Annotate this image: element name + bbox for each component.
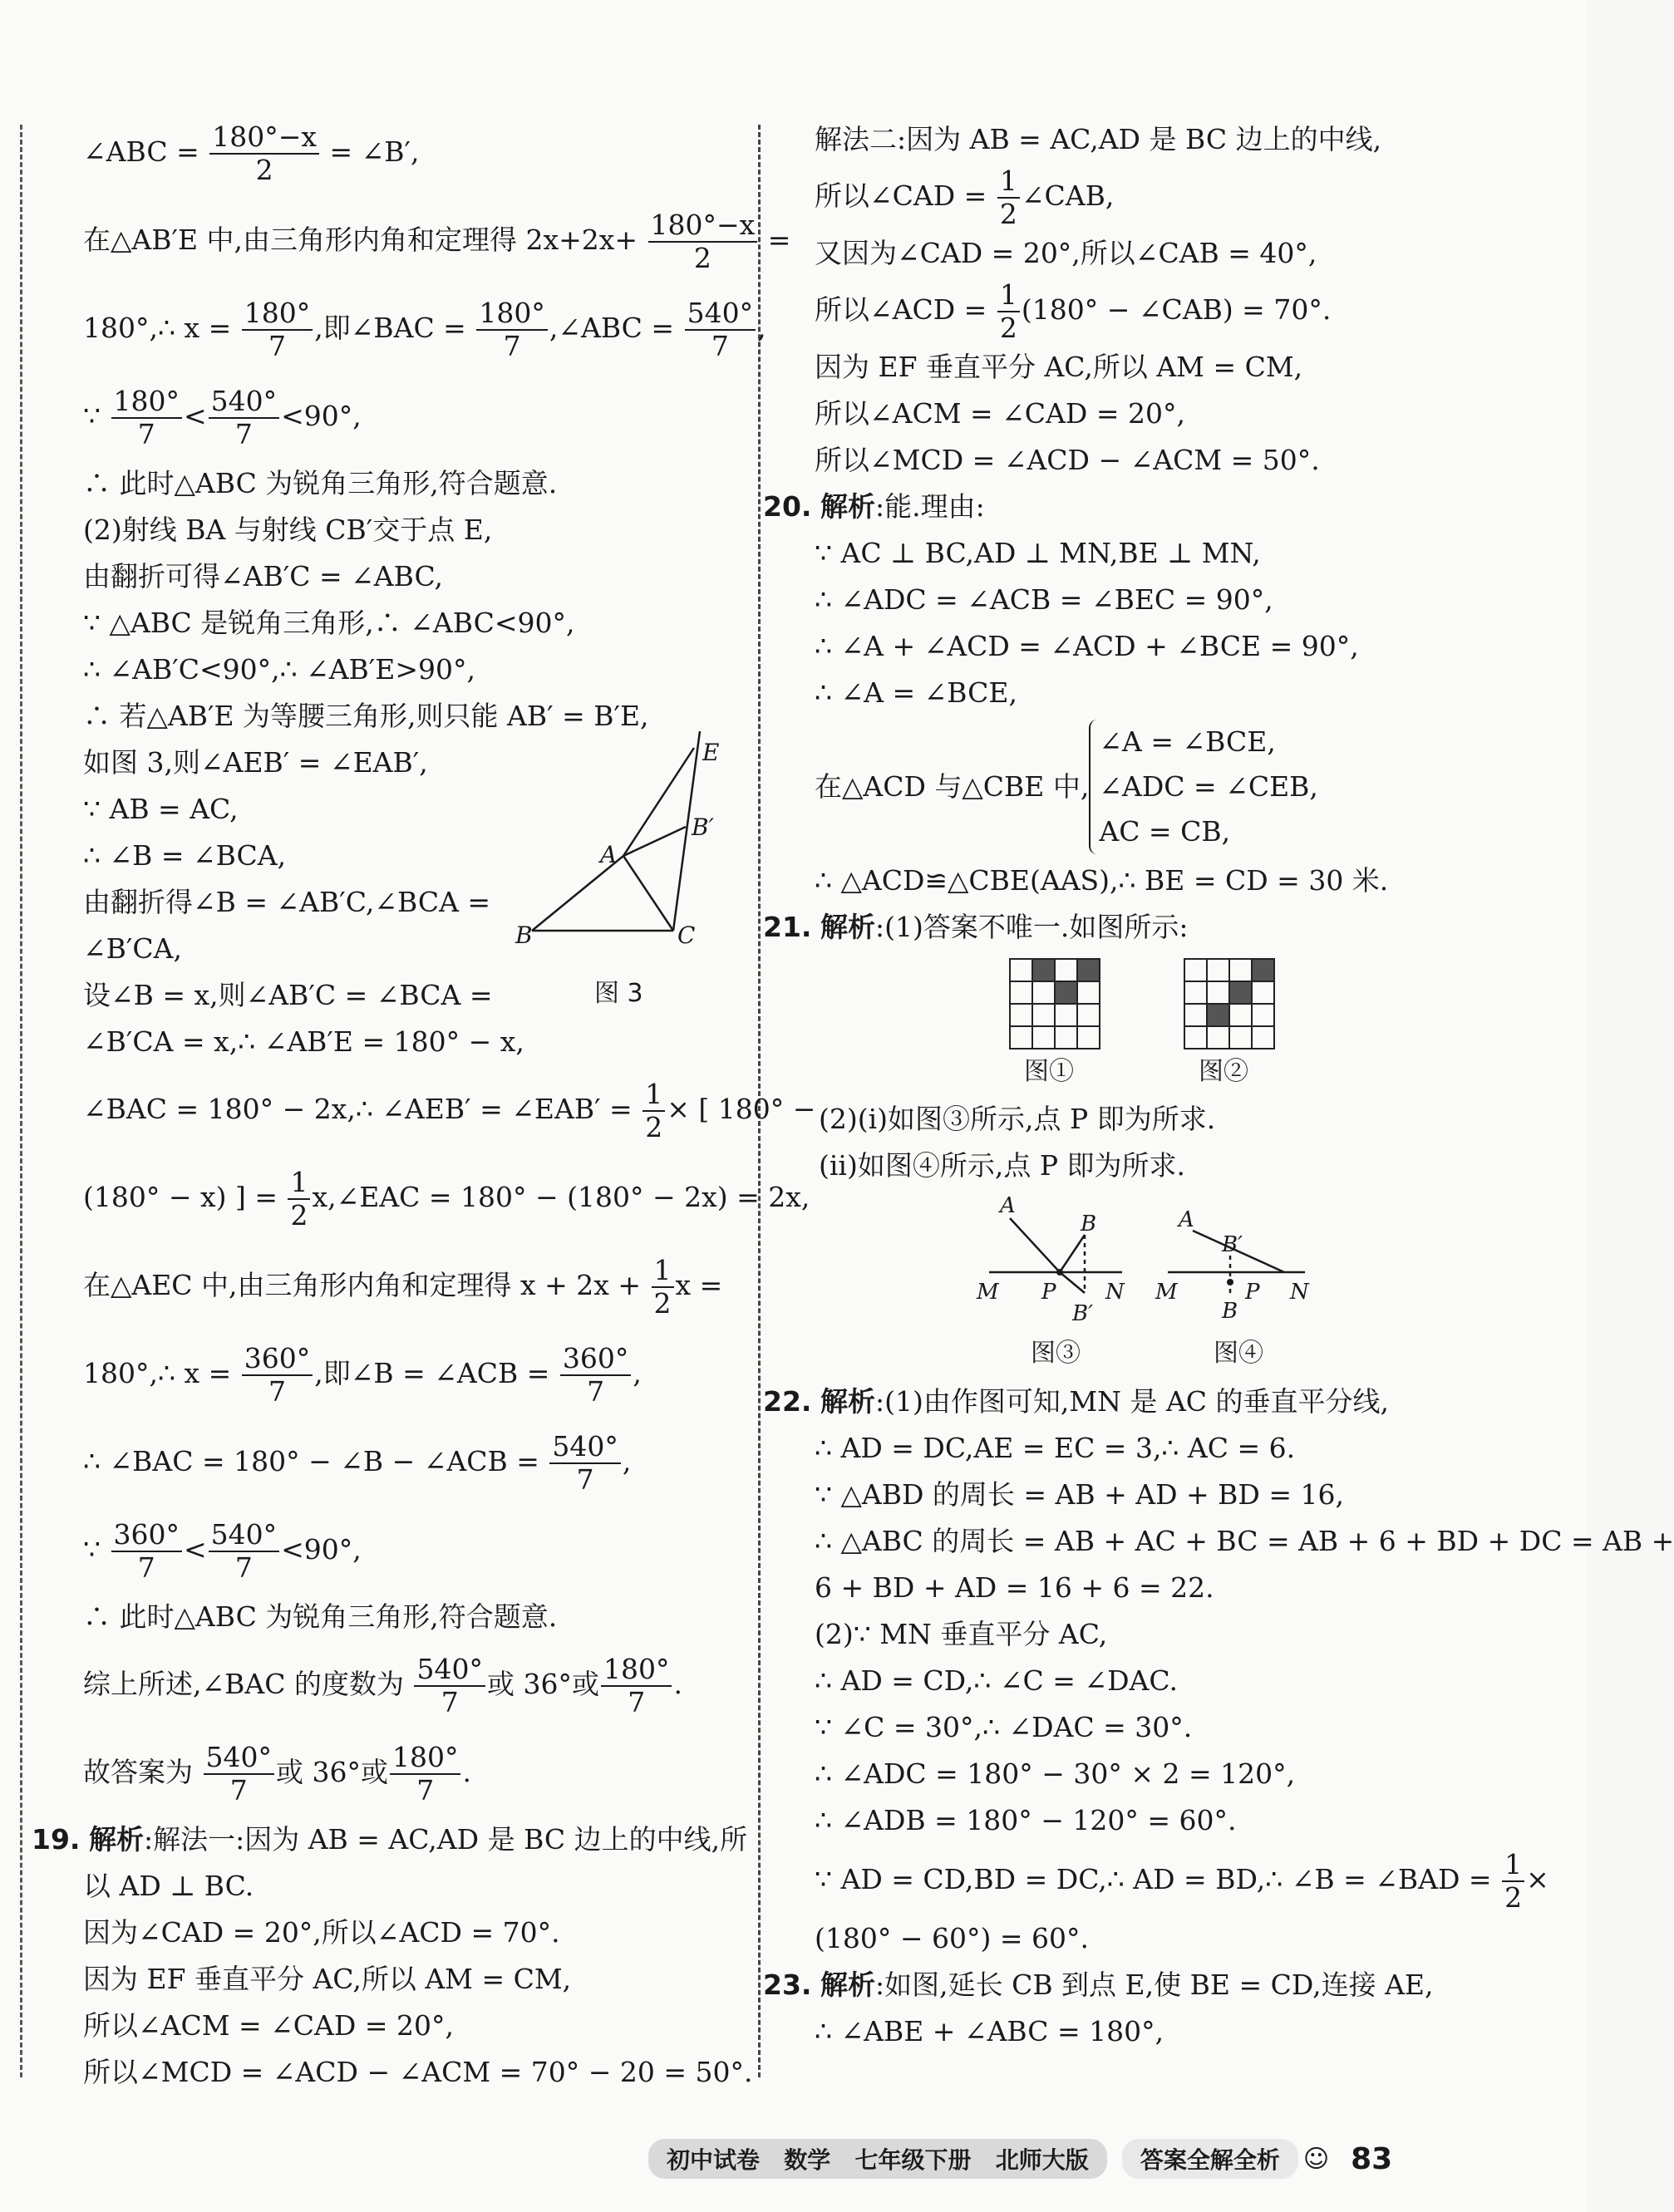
reflection-figures [815,1189,1480,1379]
text-line: (180° − 60°) = 60°. [815,1921,1089,1954]
text-line: ∴ ∠B = ∠BCA, [83,839,287,872]
text-line: 180°,∴ x = $\frac{360^\circ}{7}$ ,即∠B = ∠ACB = $\frac{360^\circ}{7}$ , [83,1342,642,1408]
text-line: 又因为∠CAD = 20°,所以∠CAB = 40°, [815,236,1317,269]
text-line: ∴ ∠ABE + ∠ABC = 180°, [815,2014,1164,2047]
text-line: (2)射线 BA 与射线 CB′交于点 E, [83,514,493,546]
fig3-label: B′ [692,814,714,841]
mascot-icon: ☺ [1302,2144,1330,2174]
text-line: 综上所述,∠BAC 的度数为 $\frac{540^\circ}{7}$ 或 36°或 $\frac{180^\circ}{7}$ . [83,1653,682,1718]
figure-1-caption: 图① [1024,1056,1074,1086]
text-line: 由翻折得∠B = ∠AB′C,∠BCA = [83,886,491,918]
figure-4-reflection [1155,1189,1322,1339]
text-line: ∴ ∠BAC = 180° − ∠B − ∠ACB = $\frac{540^\circ}{7}$ , [83,1430,632,1496]
fig-label: M [1155,1279,1178,1305]
text-line: ∴ 此时△ABC 为锐角三角形,符合题意. [83,1600,558,1633]
text-line: ∠BAC = 180° − 2x,∴ ∠AEB′ = ∠EAB′ = $\frac{1}{2}$ × [ 180° − [83,1078,816,1143]
fig3-label: B [515,922,533,949]
text-line: 所以∠MCD = ∠ACD − ∠ACM = 70° − 20 = 50°. [83,2056,753,2088]
text-line: 以 AD ⊥ BC. [83,1870,254,1902]
fig-label: B′ [1222,1231,1243,1257]
question-19: 19. 解析:解法一:因为 AB = AC,AD 是 BC 边上的中线,所 [32,1823,748,1856]
congruence-system: 在△ACD 与△CBE 中, ∠A = ∠BCE, ∠ADC = ∠CEB, AC = CB, [815,716,1480,858]
left-column [32,108,816,2096]
text-line: ∵ AC ⊥ BC,AD ⊥ MN,BE ⊥ MN, [815,536,1261,569]
text-line: 所以∠ACM = ∠CAD = 20°, [83,2009,454,2042]
text-line: 故答案为 $\frac{540^\circ}{7}$ 或 36°或 $\frac{180^\circ}{7}$ . [83,1741,471,1806]
text-line: ∴ ∠A = ∠BCE, [815,676,1017,709]
grid-figure-2 [1184,959,1276,1050]
text-line: ∠B′CA = x,∴ ∠AB′E = 180° − x, [83,1025,524,1058]
right-column [763,116,1674,2055]
text-line: 所以∠MCD = ∠ACD − ∠ACM = 50°. [815,443,1320,476]
text-line: ∴ 此时△ABC 为锐角三角形,符合题意. [83,467,558,499]
text-line: 在△AEC 中,由三角形内角和定理得 x + 2x + $\frac{1}{2}$ x = [83,1254,723,1320]
text-line: ∴ ∠ADC = 180° − 30° × 2 = 120°, [815,1757,1296,1790]
fig-label: A [1000,1192,1016,1218]
text-line: ∵ △ABD 的周长 = AB + AD + BD = 16, [815,1477,1344,1511]
question-22: 22. 解析:(1)由作图可知,MN 是 AC 的垂直平分线, [763,1384,1390,1418]
text-line: ∴ △ACD≌△CBE(AAS),∴ BE = CD = 30 米. [815,863,1389,897]
text-line: 所以∠ACM = ∠CAD = 20°, [815,396,1185,430]
grid-figures [815,951,1480,1096]
grid-figure-1 [1010,959,1101,1050]
text-line: (2)∵ MN 垂直平分 AC, [815,1617,1108,1650]
text-line: ∴ ∠A + ∠ACD = ∠ACD + ∠BCE = 90°, [815,629,1359,662]
text-line: ∵ AD = CD,BD = DC,∴ AD = BD,∴ ∠B = ∠BAD = $\frac{1}{2}$ × [815,1847,1549,1914]
fig-label: N [1105,1279,1125,1305]
figure-3-triangle [515,731,765,1047]
text-line: (ii)如图④所示,点 P 即为所求. [819,1148,1186,1182]
question-21: 21. 解析:(1)答案不唯一.如图所示: [763,910,1189,943]
footer-series: 初中试卷 数学 七年级下册 北师大版 [648,2139,1107,2179]
fig-label: B [1081,1211,1097,1236]
text-line: (180° − x) ] = $\frac{1}{2}$ x,∠EAC = 180° − (180° − 2x) = 2x, [83,1166,810,1231]
page-number: 83 [1351,2141,1393,2176]
figure-3-block [83,740,740,1019]
page-footer [648,2140,1392,2178]
text-line: ∠B′CA, [83,932,182,965]
text-line: 在△AB′E 中,由三角形内角和定理得 2x+2x+ $\frac{180^\circ-x}{2}$ = [83,209,791,274]
text-line: ∵ ∠C = 30°,∴ ∠DAC = 30°. [815,1710,1193,1743]
text-line: ∴ △ABC 的周长 = AB + AC + BC = AB + 6 + BD + DC = AB + [815,1524,1674,1557]
text-line: ∴ 若△AB′E 为等腰三角形,则只能 AB′ = B′E, [83,700,649,732]
fig-label: B [1222,1298,1238,1324]
fig-label: P [1245,1279,1260,1305]
text-line: ∴ AD = DC,AE = EC = 3,∴ AC = 6. [815,1431,1296,1464]
text-line: ∴ AD = CD,∴ ∠C = ∠DAC. [815,1664,1178,1697]
figure-3-reflection [977,1189,1143,1339]
text-line: 解法二:因为 AB = AC,AD 是 BC 边上的中线, [815,123,1382,155]
fraction: $\frac{180^\circ-x}{2}$ [209,121,319,186]
text-line: ∵ AB = AC, [83,793,239,825]
text-line: ∵ $\frac{180^\circ}{7}$ < $\frac{540^\circ}{7}$ <90°, [83,385,362,450]
text-line: 6 + BD + AD = 16 + 6 = 22. [815,1571,1214,1604]
text-line: ∵ △ABC 是锐角三角形,∴ ∠ABC<90°, [83,607,575,639]
figure-3-caption: 图③ [1031,1338,1081,1368]
text-line: ∠ABC = $\frac{180^\circ-x}{2}$ = ∠B′, [83,120,420,186]
brace-system: ∠A = ∠BCE, ∠ADC = ∠CEB, AC = CB, [1089,720,1318,854]
figure-3-caption: 图 3 [594,979,643,1008]
text-line: (2)(i)如图③所示,点 P 即为所求. [819,1102,1216,1135]
text-line: ∵ $\frac{360^\circ}{7}$ < $\frac{540^\circ}{7}$ <90°, [83,1518,362,1584]
text-line: ∴ ∠ADB = 180° − 120° = 60°. [815,1803,1237,1836]
text-line: 由翻折可得∠AB′C = ∠ABC, [83,560,444,592]
fig3-label: C [677,922,696,949]
text-line: 所以∠ACD = $\frac{1}{2}$ (180° − ∠CAB) = 70°. [815,278,1332,344]
figure-2-caption: 图② [1199,1056,1248,1086]
text-line: 设∠B = x,则∠AB′C = ∠BCA = [83,979,493,1011]
text-line: ∴ ∠ADC = ∠ACB = ∠BEC = 90°, [815,582,1273,616]
question-20: 20. 解析:能.理由: [763,489,985,523]
text-line: 如图 3,则∠AEB′ = ∠EAB′, [83,746,428,779]
fig-label: B′ [1072,1300,1094,1326]
text-line: 因为 EF 垂直平分 AC,所以 AM = CM, [815,350,1303,383]
fig-label: N [1290,1279,1309,1305]
text-line: 因为 EF 垂直平分 AC,所以 AM = CM, [83,1963,572,1995]
fig3-label: A [600,841,618,868]
text-line: 因为∠CAD = 20°,所以∠ACD = 70°. [83,1916,560,1949]
fig3-label: E [702,739,720,766]
text-line: 所以∠CAD = $\frac{1}{2}$ ∠CAB, [815,165,1115,230]
fig-label: M [977,1279,999,1305]
text-line: 180°,∴ x = $\frac{180^\circ}{7}$ ,即∠BAC = $\frac{180^\circ}{7}$ ,∠ABC = $\frac{540^\circ}{7}$ , [83,297,766,362]
footer-tag: 答案全解全析 [1122,2139,1298,2179]
fig-label: P [1041,1279,1056,1305]
question-23: 23. 解析:如图,延长 CB 到点 E,使 BE = CD,连接 AE, [763,1968,1434,2001]
figure-4-caption: 图④ [1214,1338,1263,1368]
text-line: ∴ ∠AB′C<90°,∴ ∠AB′E>90°, [83,653,476,686]
cut-line [20,125,22,2077]
fig-label: A [1179,1207,1194,1232]
